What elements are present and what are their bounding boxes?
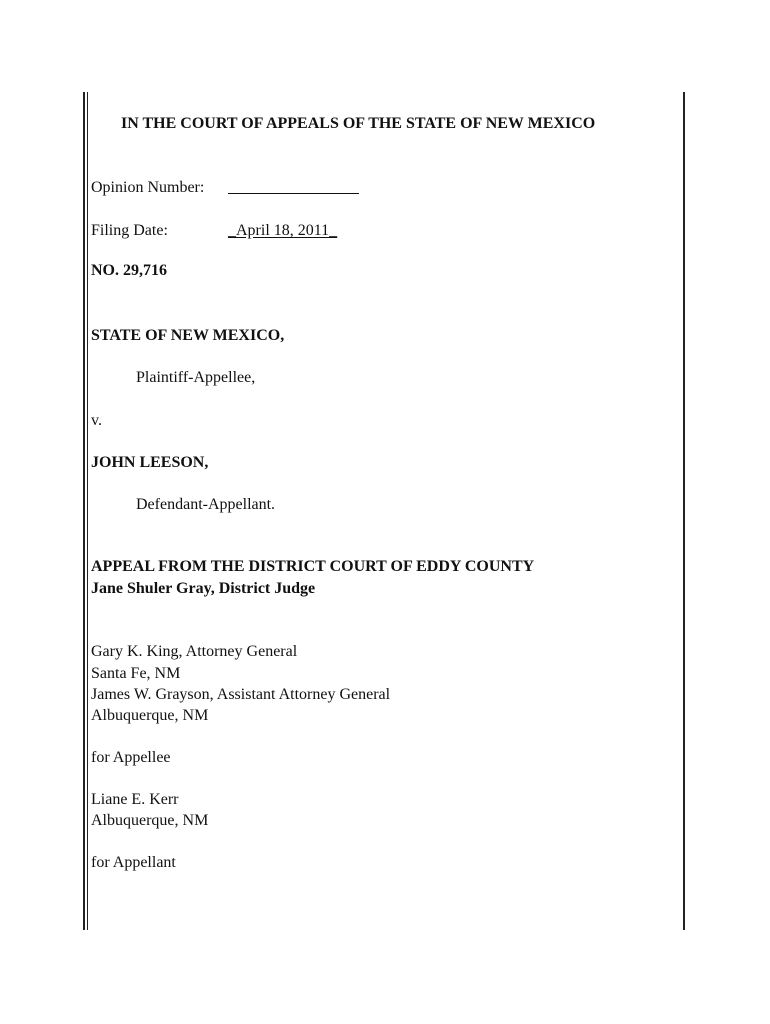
plaintiff-name: STATE OF NEW MEXICO,	[91, 327, 285, 344]
left-margin-rule-inner	[87, 92, 88, 930]
for-appellee-label: for Appellee	[91, 749, 171, 766]
court-title: IN THE COURT OF APPEALS OF THE STATE OF NEW MEXICO	[121, 115, 596, 132]
opinion-number-label: Opinion Number:	[91, 179, 205, 196]
appellee-counsel-line: Santa Fe, NM	[91, 665, 181, 682]
appellant-counsel-line: Albuquerque, NM	[91, 812, 209, 829]
appellee-counsel-line: Albuquerque, NM	[91, 707, 209, 724]
opinion-number-blank	[228, 193, 359, 194]
filing-date-label: Filing Date:	[91, 222, 168, 239]
case-number: NO. 29,716	[91, 262, 167, 279]
for-appellant-label: for Appellant	[91, 854, 176, 871]
left-margin-rule	[83, 92, 85, 930]
appellee-counsel-line: James W. Grayson, Assistant Attorney General	[91, 686, 391, 703]
appeal-from: APPEAL FROM THE DISTRICT COURT OF EDDY COUNTY	[91, 558, 535, 575]
versus: v.	[91, 412, 102, 429]
appellant-counsel-line: Liane E. Kerr	[91, 791, 179, 808]
appellee-counsel-line: Gary K. King, Attorney General	[91, 643, 298, 660]
plaintiff-role: Plaintiff-Appellee,	[136, 369, 256, 386]
right-margin-rule	[683, 92, 685, 930]
filing-date-value: _April 18, 2011_	[228, 222, 338, 239]
defendant-name: JOHN LEESON,	[91, 454, 209, 471]
district-judge: Jane Shuler Gray, District Judge	[91, 580, 316, 597]
defendant-role: Defendant-Appellant.	[136, 496, 276, 513]
